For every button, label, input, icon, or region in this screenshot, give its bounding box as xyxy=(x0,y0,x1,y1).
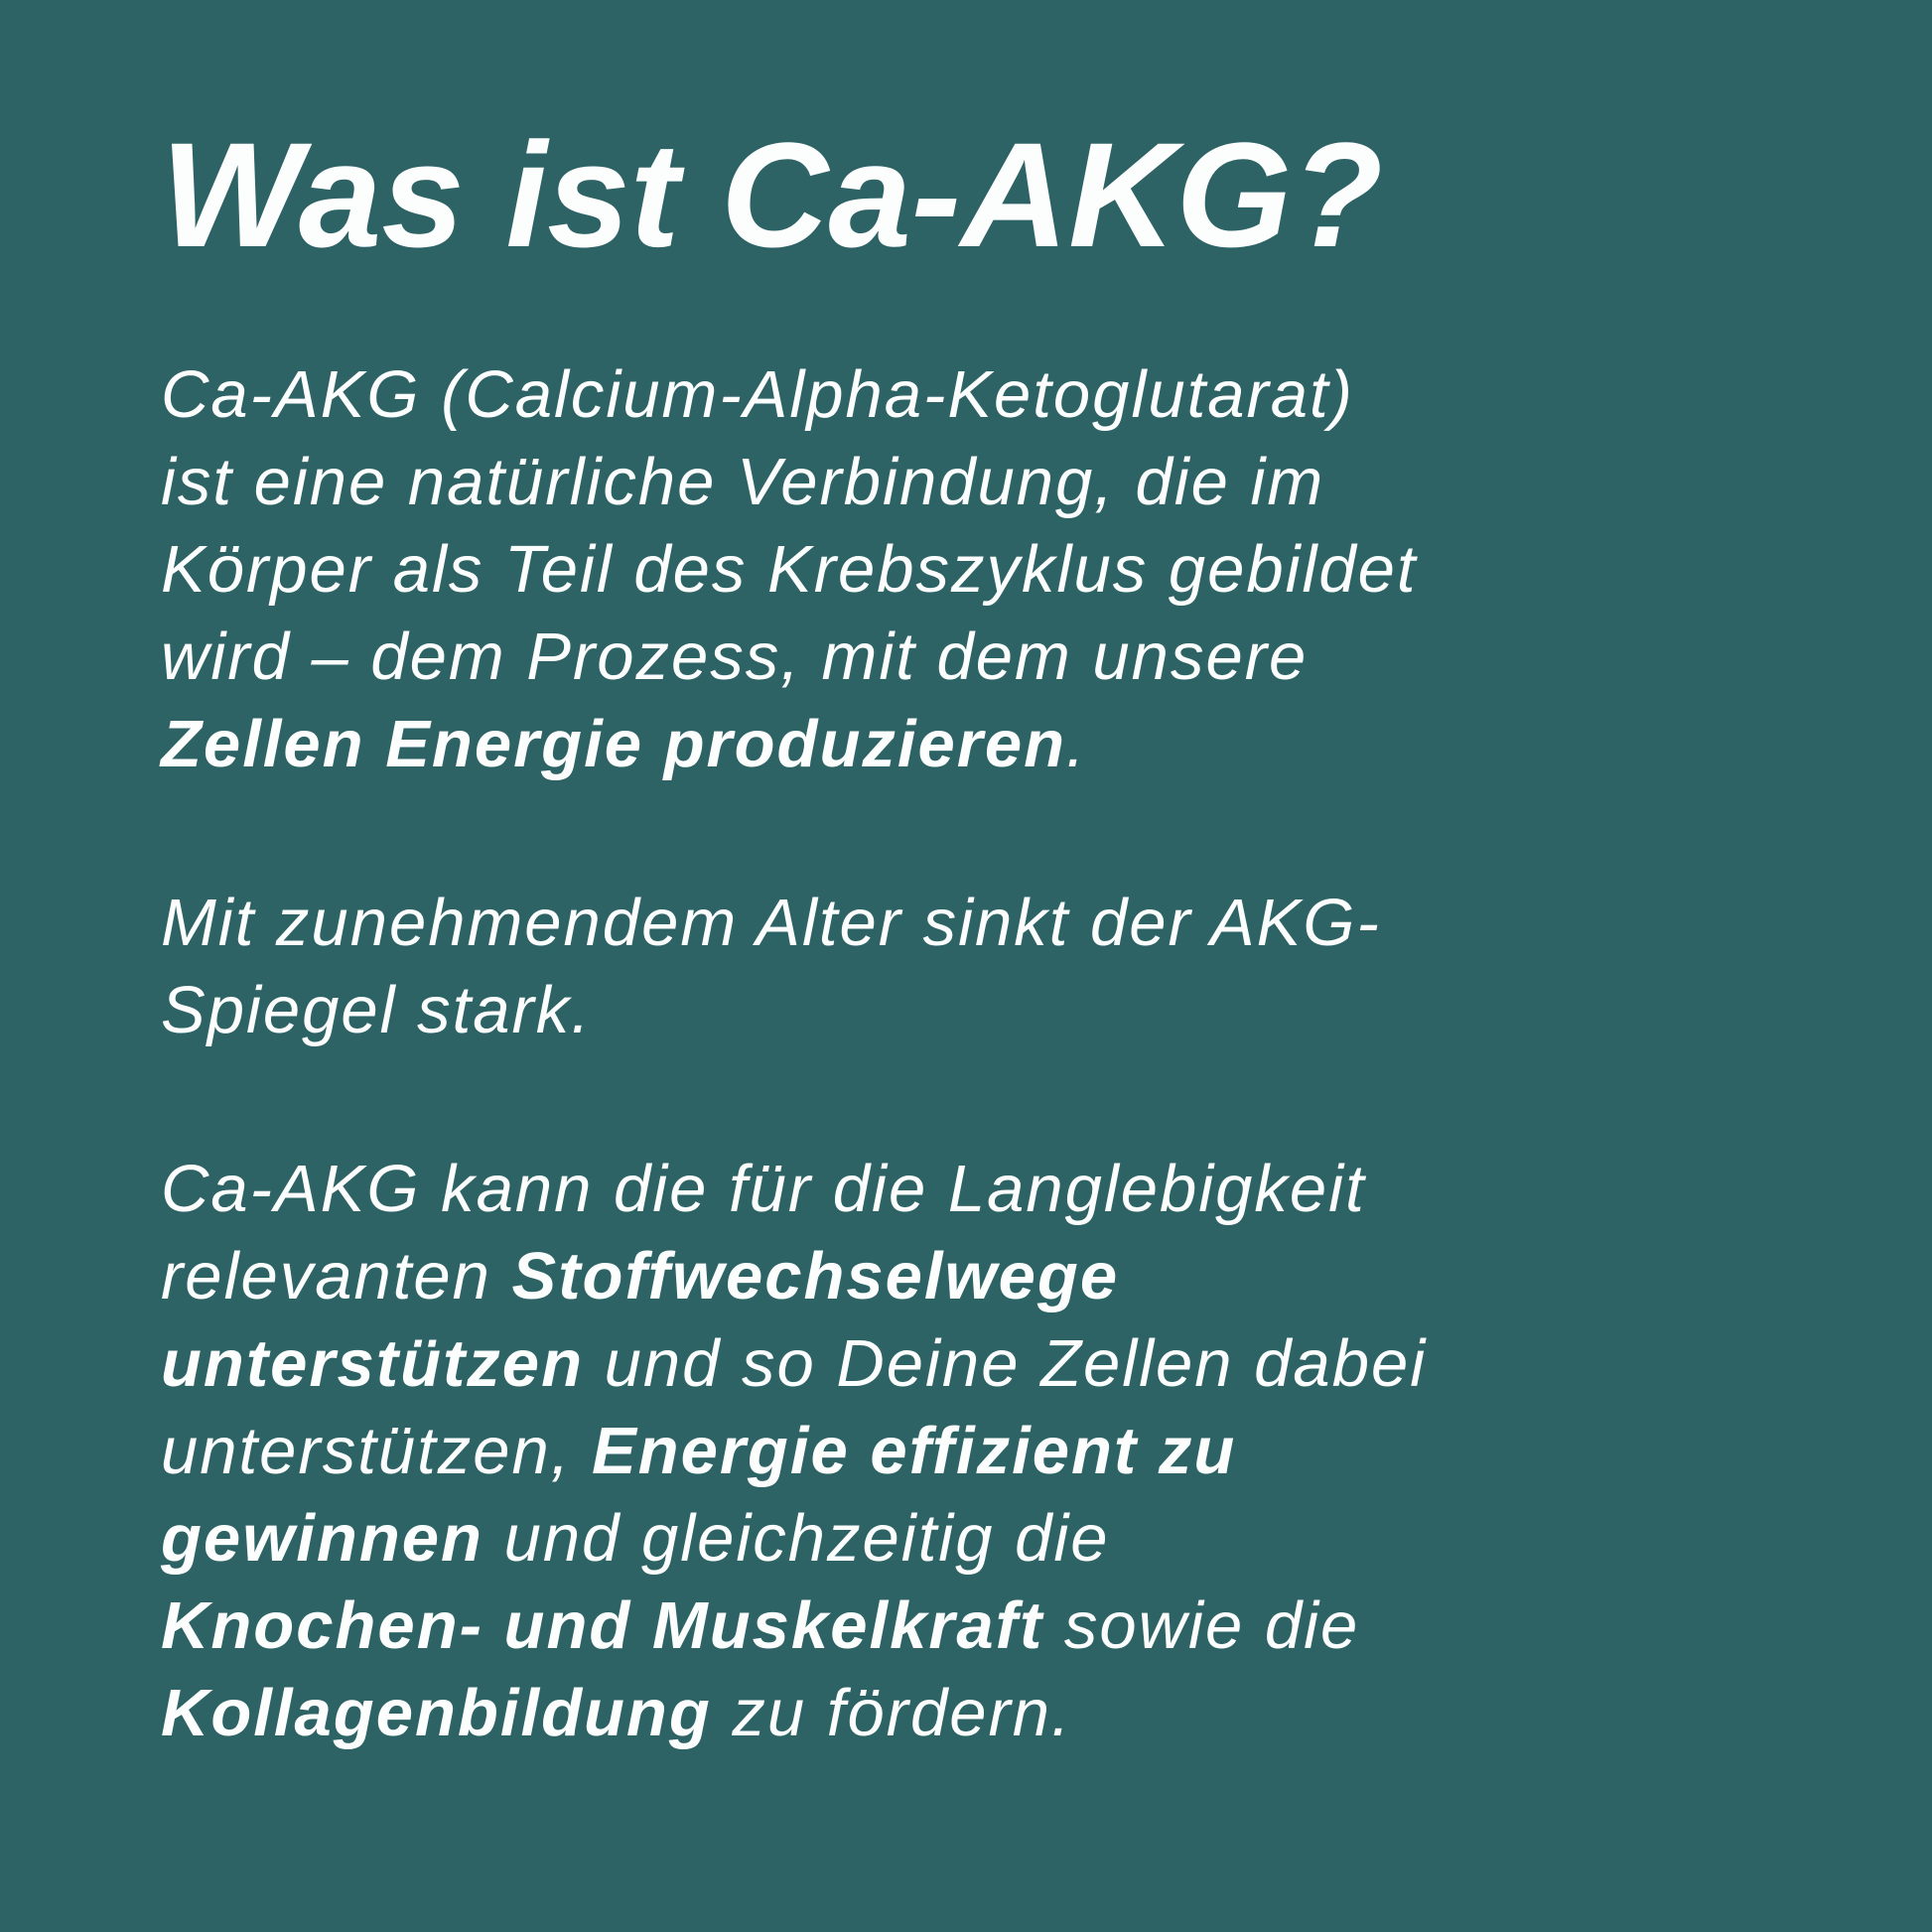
body-text xyxy=(161,351,1793,1757)
paragraph xyxy=(161,351,1793,788)
body-run: relevanten xyxy=(161,1238,512,1313)
text-line xyxy=(161,1233,1793,1320)
body-run: wird – dem Prozess, mit dem unsere xyxy=(161,619,1309,694)
body-run: und gleichzeitig die xyxy=(483,1500,1110,1576)
emphasis-text: Stoffwechselwege xyxy=(511,1238,1120,1313)
body-run: unterstützen, xyxy=(161,1413,592,1488)
text-line xyxy=(161,614,1793,701)
emphasis-text: Knochen- und Muskelkraft xyxy=(161,1587,1044,1663)
paragraph xyxy=(161,880,1793,1054)
page-title: Was ist Ca-AKG? xyxy=(161,111,1383,278)
text-line xyxy=(161,1495,1793,1583)
body-run: Ca-AKG kann die für die Langlebigkeit xyxy=(161,1151,1366,1226)
body-run: Mit zunehmendem Alter sinkt der AKG- xyxy=(161,885,1381,960)
text-line xyxy=(161,1408,1793,1495)
text-line xyxy=(161,526,1793,614)
text-line xyxy=(161,967,1793,1054)
body-run: ist eine natürliche Verbindung, die im xyxy=(161,444,1325,519)
emphasis-text: Kollagenbildung xyxy=(161,1675,712,1750)
text-line xyxy=(161,351,1793,439)
body-run: . xyxy=(1066,706,1087,781)
text-line xyxy=(161,701,1793,788)
paragraph xyxy=(161,1146,1793,1757)
body-run: zu fördern. xyxy=(711,1675,1072,1750)
body-run: Spiegel stark. xyxy=(161,972,592,1047)
body-run: und so Deine Zellen dabei xyxy=(584,1325,1428,1401)
emphasis-text: Energie effizient zu xyxy=(591,1413,1237,1488)
text-line xyxy=(161,1583,1793,1670)
emphasis-text: unterstützen xyxy=(161,1325,584,1401)
text-line xyxy=(161,880,1793,967)
text-line xyxy=(161,439,1793,526)
body-run: Ca-AKG (Calcium-Alpha-Ketoglutarat) xyxy=(161,356,1354,432)
text-line xyxy=(161,1146,1793,1233)
body-run: sowie die xyxy=(1043,1587,1360,1663)
emphasis-text: gewinnen xyxy=(161,1500,483,1576)
text-line xyxy=(161,1670,1793,1757)
emphasis-text: Zellen Energie produzieren xyxy=(161,706,1067,781)
body-run: Körper als Teil des Krebszyklus gebildet xyxy=(161,531,1418,607)
text-line xyxy=(161,1320,1793,1408)
